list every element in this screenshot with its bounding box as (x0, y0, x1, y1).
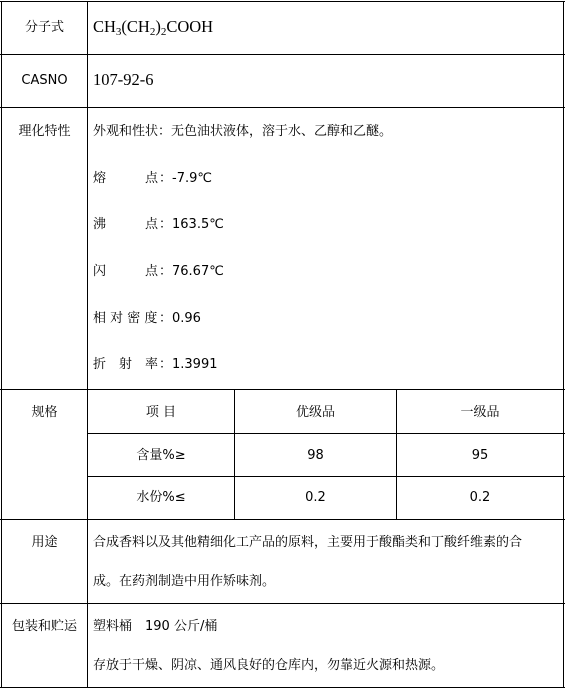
row-divider (0, 389, 565, 390)
spec-header-premium: 优级品 (295, 405, 335, 420)
spec-row-divider (87, 433, 565, 434)
property-name: 折 射 率 (93, 357, 159, 372)
boiling-point (93, 217, 224, 233)
appearance-text: 外观和性状：无色油状液体，溶于水、乙醇和乙醚。 (93, 124, 393, 139)
table-border (0, 687, 565, 688)
property-name: 沸 点 (93, 217, 159, 232)
property-name: 相 对 密 度 (93, 311, 158, 326)
packing-text-line2: 存放于干燥、阴凉、通风良好的仓库内，勿靠近火源和热源。 (93, 658, 445, 673)
row-divider (0, 519, 565, 520)
row-divider (0, 54, 565, 55)
usage-text-line1: 合成香料以及其他精细化工产品的原料，主要用于酸酯类和丁酸纤维素的合 (93, 535, 523, 550)
table-border (563, 1, 564, 688)
packing-text-line1: 塑料桶 190 公斤/桶 (93, 619, 218, 634)
spec-cell: 水份%≤ (136, 490, 186, 505)
table-border (1, 1, 2, 688)
flash-point (93, 264, 224, 280)
cas-label: CASNO (21, 73, 68, 88)
row-divider (0, 603, 565, 604)
property-name: 熔 点 (93, 171, 159, 186)
spec-cell: 98 (307, 448, 324, 463)
label-column-divider (87, 1, 88, 688)
row-divider (0, 107, 565, 108)
usage-text-line2: 成。在药剂制造中用作矫味剂。 (93, 574, 276, 589)
spec-header-first: 一级品 (460, 405, 500, 420)
spec-cell: 95 (471, 448, 489, 463)
spec-cell: 0.2 (305, 490, 326, 505)
cas-value: 107-92-6 (93, 70, 154, 89)
spec-cell: 0.2 (469, 490, 491, 505)
property-value: ：-7.9℃ (159, 171, 212, 186)
property-value: ：76.67℃ (159, 264, 224, 279)
refractive-index (93, 357, 218, 373)
property-name: 闪 点 (93, 264, 159, 279)
packing-label: 包装和贮运 (11, 619, 77, 634)
table-border (0, 1, 565, 2)
melting-point (93, 171, 212, 187)
formula-value: $CH_3(CH_2)_2COOH$ (93, 17, 214, 38)
spec-header-item: 项 目 (145, 405, 177, 420)
usage-label: 用途 (31, 535, 58, 550)
relative-density (93, 311, 201, 327)
spec-cell: 含量%≥ (136, 448, 186, 463)
spec-label: 规格 (31, 405, 58, 420)
formula-label: 分子式 (24, 20, 64, 35)
properties-label: 理化特性 (18, 124, 71, 139)
spec-row-divider (87, 476, 565, 477)
property-value: ：163.5℃ (159, 217, 224, 232)
property-value: ：1.3991 (159, 357, 218, 372)
property-value: ：0.96 (159, 311, 201, 326)
